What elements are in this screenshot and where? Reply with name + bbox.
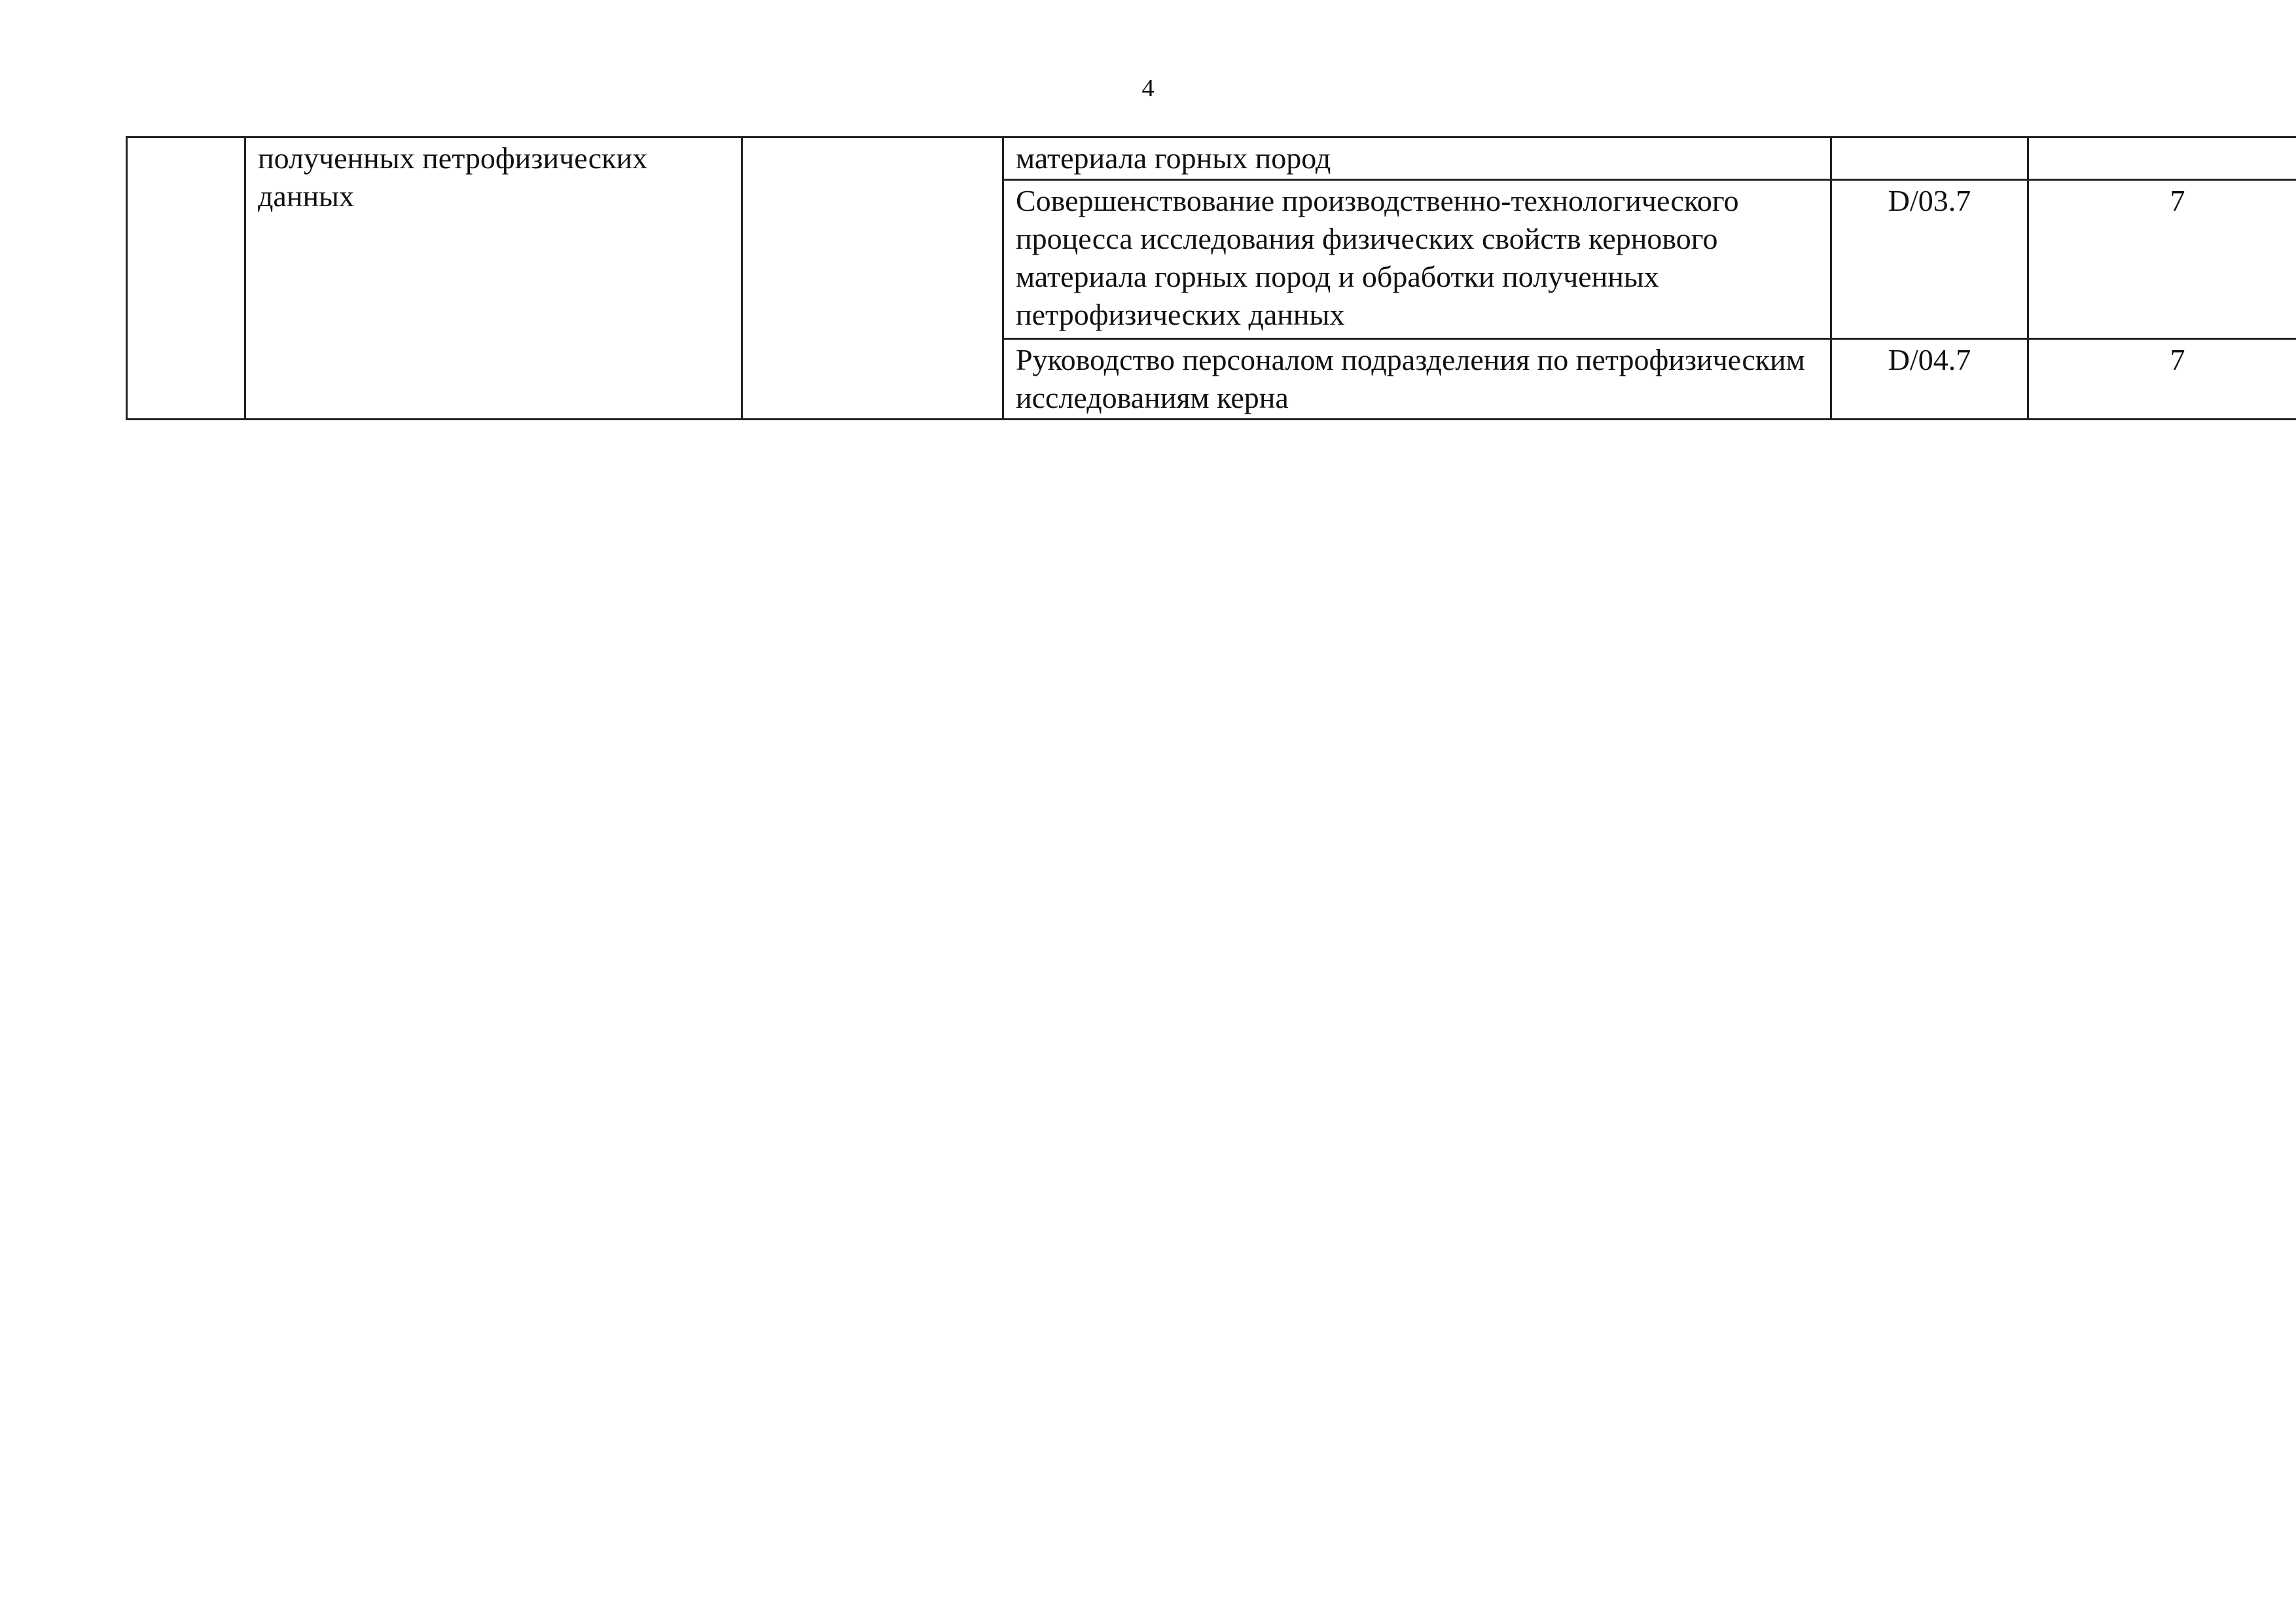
cell-sublevel: 7 bbox=[2028, 180, 2296, 339]
cell-number bbox=[127, 137, 245, 420]
table-row bbox=[127, 137, 2296, 180]
cell-sublevel: 7 bbox=[2028, 339, 2296, 420]
cell-sublevel bbox=[2028, 137, 2296, 180]
cell-labor-function: материала горных пород bbox=[1003, 137, 1831, 180]
cell-labor-function: Совершенствование производственно-технологического процесса исследования физических свойств кернового материала горных пород и обработки полученных петрофизических данных bbox=[1003, 180, 1831, 339]
cell-qualification-level bbox=[742, 137, 1003, 420]
cell-function-name: полученных петрофизических данных bbox=[245, 137, 742, 420]
functions-table bbox=[126, 136, 2296, 420]
page-number: 4 bbox=[1141, 75, 1155, 102]
cell-code: D/04.7 bbox=[1831, 339, 2028, 420]
cell-labor-function: Руководство персоналом подразделения по петрофизическим исследованиям керна bbox=[1003, 339, 1831, 420]
cell-code: D/03.7 bbox=[1831, 180, 2028, 339]
cell-code bbox=[1831, 137, 2028, 180]
